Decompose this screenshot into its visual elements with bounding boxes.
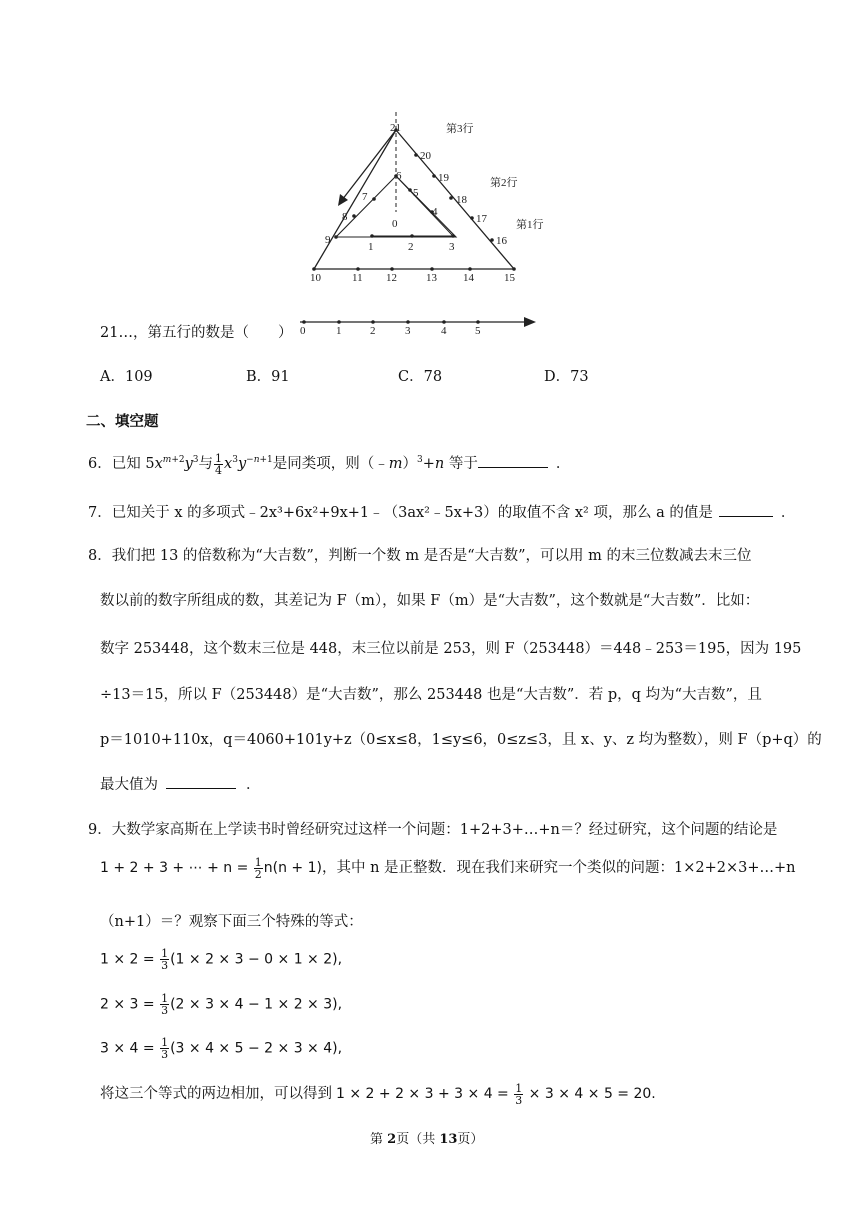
- page-footer: 第 2页（共 13页）: [370, 1132, 484, 1147]
- q7-answer-blank[interactable]: [719, 502, 773, 517]
- q5-option-c[interactable]: C．78: [398, 369, 443, 385]
- pt-21: 21: [390, 122, 401, 134]
- nl-5: 5: [475, 325, 481, 337]
- q7: 7．已知关于 x 的多项式﹣2x³+6x²+9x+1﹣（3ax²﹣5x+3）的取值不含 x² 项，那么 a 的值是 ．: [88, 501, 795, 522]
- q5-question-tail: 21…，第五行的数是（ ）: [100, 325, 293, 341]
- q6-text-c: 是同类项，则（﹣: [272, 456, 389, 472]
- q8-line-2: 数以前的数字所组成的数，其差记为 F（m），如果 F（m）是“大吉数”，这个数就是“大吉数”．比如：: [100, 593, 760, 609]
- pt-14: 14: [463, 272, 474, 284]
- pt-0: 0: [392, 218, 398, 230]
- pt-8: 8: [342, 211, 348, 223]
- pt-20: 20: [420, 150, 431, 162]
- q6-text-a: 已知 5: [111, 456, 155, 472]
- pt-2: 2: [408, 241, 414, 253]
- q9-eq-1: 1 × 2 = $\frac{1}{3}$ (1 × 2 × 3 − 0 × 1 × 2),: [100, 947, 343, 972]
- pt-19: 19: [438, 172, 449, 184]
- pt-17: 17: [476, 213, 487, 225]
- inner-triangle: [372, 176, 453, 236]
- row3-label: 第3行: [446, 123, 474, 135]
- q9-line-2: 1 + 2 + 3 + ⋯ + n = $\frac{1}{2}$ n(n + 1)，其中 n 是正整数．现在我们来研究一个类似的问题：1×2+2×3+…+n: [100, 855, 796, 881]
- pt-9: 9: [325, 234, 331, 246]
- q9-sum-line: 将这三个等式的两边相加，可以得到 1 × 2 + 2 × 3 + 3 × 4 = $\frac{1}{3}$ × 3 × 4 × 5 = 20.: [100, 1081, 656, 1107]
- q9-line-3: （n+1）＝？观察下面三个特殊的等式：: [100, 914, 363, 930]
- section-title: 二、填空题: [86, 413, 159, 430]
- q6-fraction: $\frac{1}{4}$: [215, 451, 223, 477]
- spiral-arrow-line: [342, 130, 396, 200]
- pt-11: 11: [352, 272, 363, 284]
- q9-eq-3: 3 × 4 = $\frac{1}{3}$ (3 × 4 × 5 − 2 × 3 × 4),: [100, 1036, 343, 1061]
- q7-text: 已知关于 x 的多项式﹣2x³+6x²+9x+1﹣（3ax²﹣5x+3）的取值不含 x² 项，那么 a 的值是: [111, 505, 713, 521]
- nl-3: 3: [405, 325, 411, 337]
- q8-line-3: 数字 253448，这个数末三位是 448，末三位以前是 253，则 F（253448）＝448﹣253＝195，因为 195: [100, 641, 802, 657]
- pt-6: 6: [396, 170, 402, 182]
- q7-number: 7．: [88, 505, 112, 521]
- pt-18: 18: [456, 194, 467, 206]
- number-line-arrow-icon: [524, 317, 536, 327]
- pt-15: 15: [504, 272, 515, 284]
- q6-text-f: 等于: [444, 456, 478, 472]
- total-pages: 13: [439, 1132, 458, 1147]
- q6: 6．已知 $5x^{m+2}y^3$与 $\frac{1}{4}$ $x^3y^{-n+1}$是同类项，则（﹣m）$^3$+n 等于 ．: [88, 451, 571, 477]
- number-triangle-figure: [296, 112, 546, 352]
- pt-12: 12: [386, 272, 397, 284]
- q8-line-5: p＝1010+110x，q＝4060+101y+z（0≤x≤8，1≤y≤6，0≤z≤3，且 x、y、z 均为整数），则 F（p+q）的: [100, 732, 822, 748]
- q9-line-1: 9．大数学家高斯在上学读书时曾经研究过这样一个问题：1+2+3+…+n＝？经过研究，这个问题的结论是: [88, 822, 778, 838]
- nl-1: 1: [336, 325, 342, 337]
- q8-line-4: ÷13＝15，所以 F（253448）是“大吉数”，那么 253448 也是“大吉数”．若 p，q 均为“大吉数”，且: [100, 687, 762, 703]
- q9-eq-2: 2 × 3 = $\frac{1}{3}$ (2 × 3 × 4 − 1 × 2 × 3),: [100, 992, 343, 1017]
- pt-7: 7: [362, 191, 368, 203]
- pt-13: 13: [426, 272, 437, 284]
- row1-label: 第1行: [516, 219, 544, 231]
- pt-16: 16: [496, 235, 507, 247]
- nl-4: 4: [441, 325, 447, 337]
- pt-4: 4: [432, 206, 438, 218]
- q8-line-1: 8．我们把 13 的倍数称为“大吉数”，判断一个数 m 是否是“大吉数”，可以用 m 的末三位数减去末三位: [88, 548, 752, 564]
- q5-option-a[interactable]: A．109: [100, 369, 153, 385]
- q5-option-b[interactable]: B．91: [246, 369, 290, 385]
- q6-text-d: ）: [402, 456, 418, 472]
- nl-2: 2: [370, 325, 376, 337]
- arrow-head-icon: [338, 194, 348, 206]
- q6-answer-blank[interactable]: [478, 453, 548, 468]
- row2-label: 第2行: [490, 177, 518, 189]
- q8-answer-blank[interactable]: [166, 774, 236, 789]
- q6-text-b: 与: [198, 456, 214, 472]
- page-number: 2: [387, 1132, 397, 1147]
- pt-5: 5: [413, 187, 419, 199]
- pt-3: 3: [449, 241, 455, 253]
- pt-10: 10: [310, 272, 321, 284]
- pt-1: 1: [368, 241, 374, 253]
- q9-number: 9．: [88, 822, 112, 838]
- q5-option-d[interactable]: D．73: [544, 369, 589, 385]
- q8-number: 8．: [88, 548, 112, 564]
- q6-number: 6．: [88, 456, 112, 472]
- nl-0: 0: [300, 325, 306, 337]
- q8-line-6: 最大值为 ．: [100, 773, 261, 794]
